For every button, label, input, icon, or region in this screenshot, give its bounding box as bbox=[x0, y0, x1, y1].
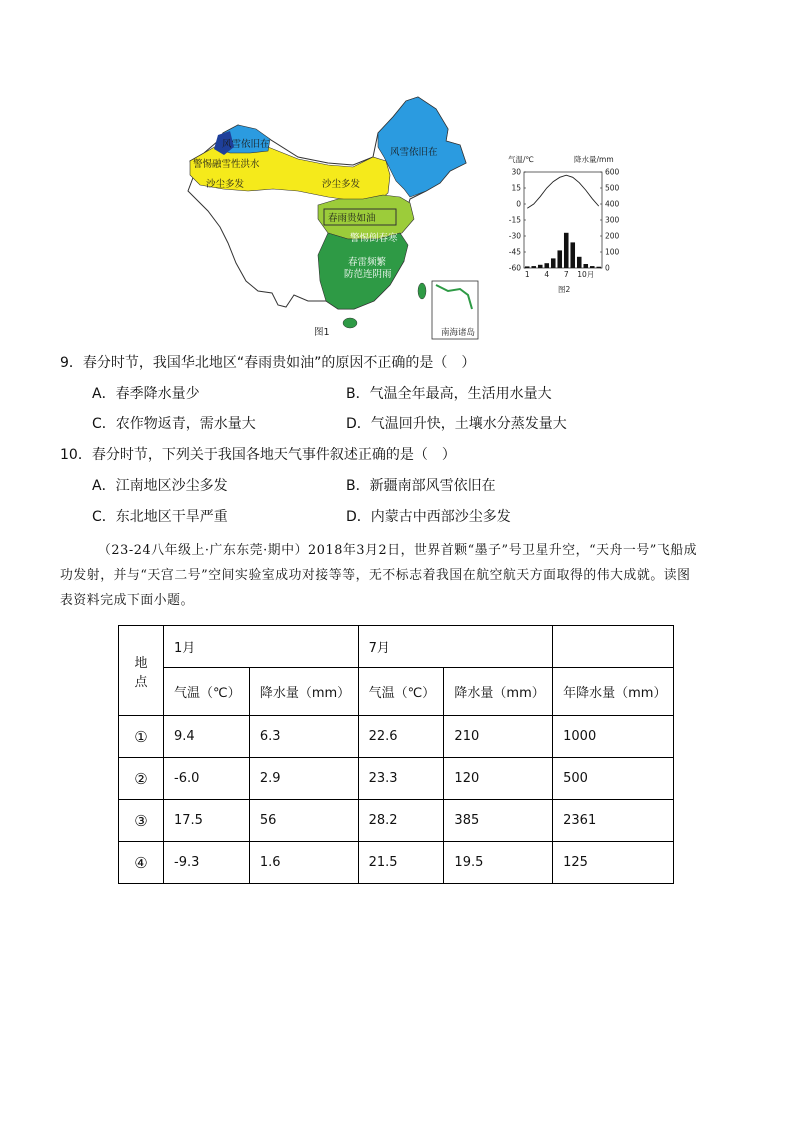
x-tick-label: 7 bbox=[563, 270, 569, 279]
q9-option-d[interactable]: D．气温回升快，土壤水分蒸发量大 bbox=[346, 416, 567, 432]
right-tick-label: 100 bbox=[605, 247, 620, 257]
cell-annual: 2361 bbox=[553, 800, 674, 842]
left-tick-label: 0 bbox=[516, 199, 521, 209]
right-tick-label: 200 bbox=[605, 231, 620, 241]
row-id: ④ bbox=[119, 842, 164, 884]
q10-option-d[interactable]: D．内蒙古中西部沙尘多发 bbox=[346, 509, 511, 525]
cell-jul-precip: 120 bbox=[444, 758, 553, 800]
right-tick-label: 500 bbox=[605, 183, 620, 193]
cell-jan-temp: 17.5 bbox=[164, 800, 250, 842]
precip-bar bbox=[577, 257, 582, 268]
left-tick-label: -30 bbox=[508, 231, 521, 241]
label-north-china: 春雨贵如油 bbox=[328, 213, 376, 224]
q9-option-c[interactable]: C．农作物返青，需水量大 bbox=[92, 416, 256, 432]
cell-jan-temp: -9.3 bbox=[164, 842, 250, 884]
q10-option-c[interactable]: C．东北地区干旱严重 bbox=[92, 509, 228, 525]
cell-jul-precip: 210 bbox=[444, 716, 553, 758]
header-annual: 年降水量（mm） bbox=[553, 668, 674, 716]
q10-option-b[interactable]: B．新疆南部风雪依旧在 bbox=[346, 478, 496, 494]
x-tick-label: 10月 bbox=[577, 270, 595, 279]
table-row bbox=[119, 716, 674, 758]
cell-annual: 125 bbox=[553, 842, 674, 884]
chart-frame bbox=[524, 172, 602, 268]
q9-option-a[interactable]: A．春季降水量少 bbox=[92, 386, 200, 402]
table-header-row-1 bbox=[119, 626, 674, 668]
cell-jul-temp: 23.3 bbox=[358, 758, 444, 800]
climate-chart bbox=[500, 150, 630, 300]
cell-jan-precip: 56 bbox=[249, 800, 358, 842]
label-ne-snow: 风雪依旧在 bbox=[390, 147, 438, 158]
precip-bar bbox=[570, 242, 575, 268]
row-id: ③ bbox=[119, 800, 164, 842]
q10-stem: 10．春分时节，下列关于我国各地天气事件叙述正确的是（ ） bbox=[60, 447, 456, 463]
cell-jan-temp: -6.0 bbox=[164, 758, 250, 800]
label-nw-dust: 沙尘多发 bbox=[206, 179, 245, 190]
passage-line-1: （23-24八年级上·广东东莞·期中）2018年3月2日，世界首颗“墨子”号卫星升空，“天舟一号”飞船成 bbox=[98, 543, 698, 558]
cell-jan-precip: 1.6 bbox=[249, 842, 358, 884]
china-weather-map bbox=[178, 95, 498, 345]
map-inset-label: 南海诸岛 bbox=[440, 328, 476, 338]
cell-annual: 1000 bbox=[553, 716, 674, 758]
left-tick-label: -60 bbox=[508, 263, 521, 273]
left-tick-label: -45 bbox=[508, 247, 521, 257]
cell-jan-precip: 2.9 bbox=[249, 758, 358, 800]
cell-jul-temp: 28.2 bbox=[358, 800, 444, 842]
passage-line-2: 功发射，并与“天宫二号”空间实验室成功对接等等，无不标志着我国在航空航天方面取得的伟大成就。读图 bbox=[60, 568, 691, 583]
precip-bar bbox=[557, 250, 562, 268]
precip-bar bbox=[590, 266, 595, 268]
left-tick-label: 15 bbox=[511, 183, 521, 193]
header-jan-precip: 降水量（mm） bbox=[249, 668, 358, 716]
right-tick-label: 400 bbox=[605, 199, 620, 209]
figure1-caption: 图1 bbox=[314, 327, 330, 338]
figure2-caption: 图2 bbox=[558, 285, 571, 294]
x-tick-label: 1 bbox=[524, 270, 530, 279]
label-south-rain-1: 春雷频繁 bbox=[348, 257, 387, 268]
label-nw-snow: 风雪依旧在 bbox=[222, 139, 270, 150]
label-north-dust: 沙尘多发 bbox=[322, 179, 361, 190]
table-row bbox=[119, 842, 674, 884]
right-tick-label: 0 bbox=[605, 263, 610, 273]
precip-bar bbox=[531, 266, 536, 268]
cell-jan-precip: 6.3 bbox=[249, 716, 358, 758]
precip-bar bbox=[525, 266, 530, 268]
map-taiwan bbox=[418, 283, 426, 299]
left-tick-label: 30 bbox=[511, 167, 521, 177]
label-spring-chill: 警惕倒春寒 bbox=[350, 233, 398, 244]
right-tick-label: 300 bbox=[605, 215, 620, 225]
row-id: ② bbox=[119, 758, 164, 800]
precip-bar bbox=[596, 267, 601, 268]
right-tick-label: 600 bbox=[605, 167, 620, 177]
table-row bbox=[119, 800, 674, 842]
left-axis-label: 气温/℃ bbox=[508, 155, 534, 164]
header-jul-temp: 气温（℃） bbox=[358, 668, 444, 716]
header-jul-precip: 降水量（mm） bbox=[444, 668, 553, 716]
precip-bar bbox=[544, 263, 549, 268]
header-jan-temp: 气温（℃） bbox=[164, 668, 250, 716]
cell-annual: 500 bbox=[553, 758, 674, 800]
cell-jul-precip: 385 bbox=[444, 800, 553, 842]
table-header-row-2 bbox=[119, 668, 674, 716]
precip-bar bbox=[551, 258, 556, 268]
header-jul: 7月 bbox=[358, 626, 553, 668]
precip-bar bbox=[583, 264, 588, 268]
precip-bar bbox=[564, 233, 569, 268]
label-south-rain-2: 防范连阴雨 bbox=[344, 269, 392, 280]
cell-jul-temp: 21.5 bbox=[358, 842, 444, 884]
q9-stem: 9．春分时节，我国华北地区“春雨贵如油”的原因不正确的是（ ） bbox=[60, 355, 476, 371]
climate-data-table bbox=[118, 625, 674, 884]
row-id: ① bbox=[119, 716, 164, 758]
passage-line-3: 表资料完成下面小题。 bbox=[60, 593, 194, 608]
cell-jul-temp: 22.6 bbox=[358, 716, 444, 758]
precip-bar bbox=[538, 265, 543, 268]
table-row bbox=[119, 758, 674, 800]
q9-option-b[interactable]: B．气温全年最高，生活用水量大 bbox=[346, 386, 552, 402]
left-tick-label: -15 bbox=[508, 215, 521, 225]
cell-jul-precip: 19.5 bbox=[444, 842, 553, 884]
label-nw-flood: 警惕融雪性洪水 bbox=[193, 159, 260, 170]
passage bbox=[60, 538, 740, 613]
header-empty bbox=[553, 626, 674, 668]
temperature-line bbox=[527, 175, 599, 208]
right-axis-label: 降水量/mm bbox=[574, 155, 614, 164]
x-tick-label: 4 bbox=[544, 270, 550, 279]
map-hainan bbox=[343, 318, 357, 328]
q10-option-a[interactable]: A．江南地区沙尘多发 bbox=[92, 478, 228, 494]
cell-jan-temp: 9.4 bbox=[164, 716, 250, 758]
header-location: 地点 bbox=[119, 626, 164, 716]
header-jan: 1月 bbox=[164, 626, 359, 668]
